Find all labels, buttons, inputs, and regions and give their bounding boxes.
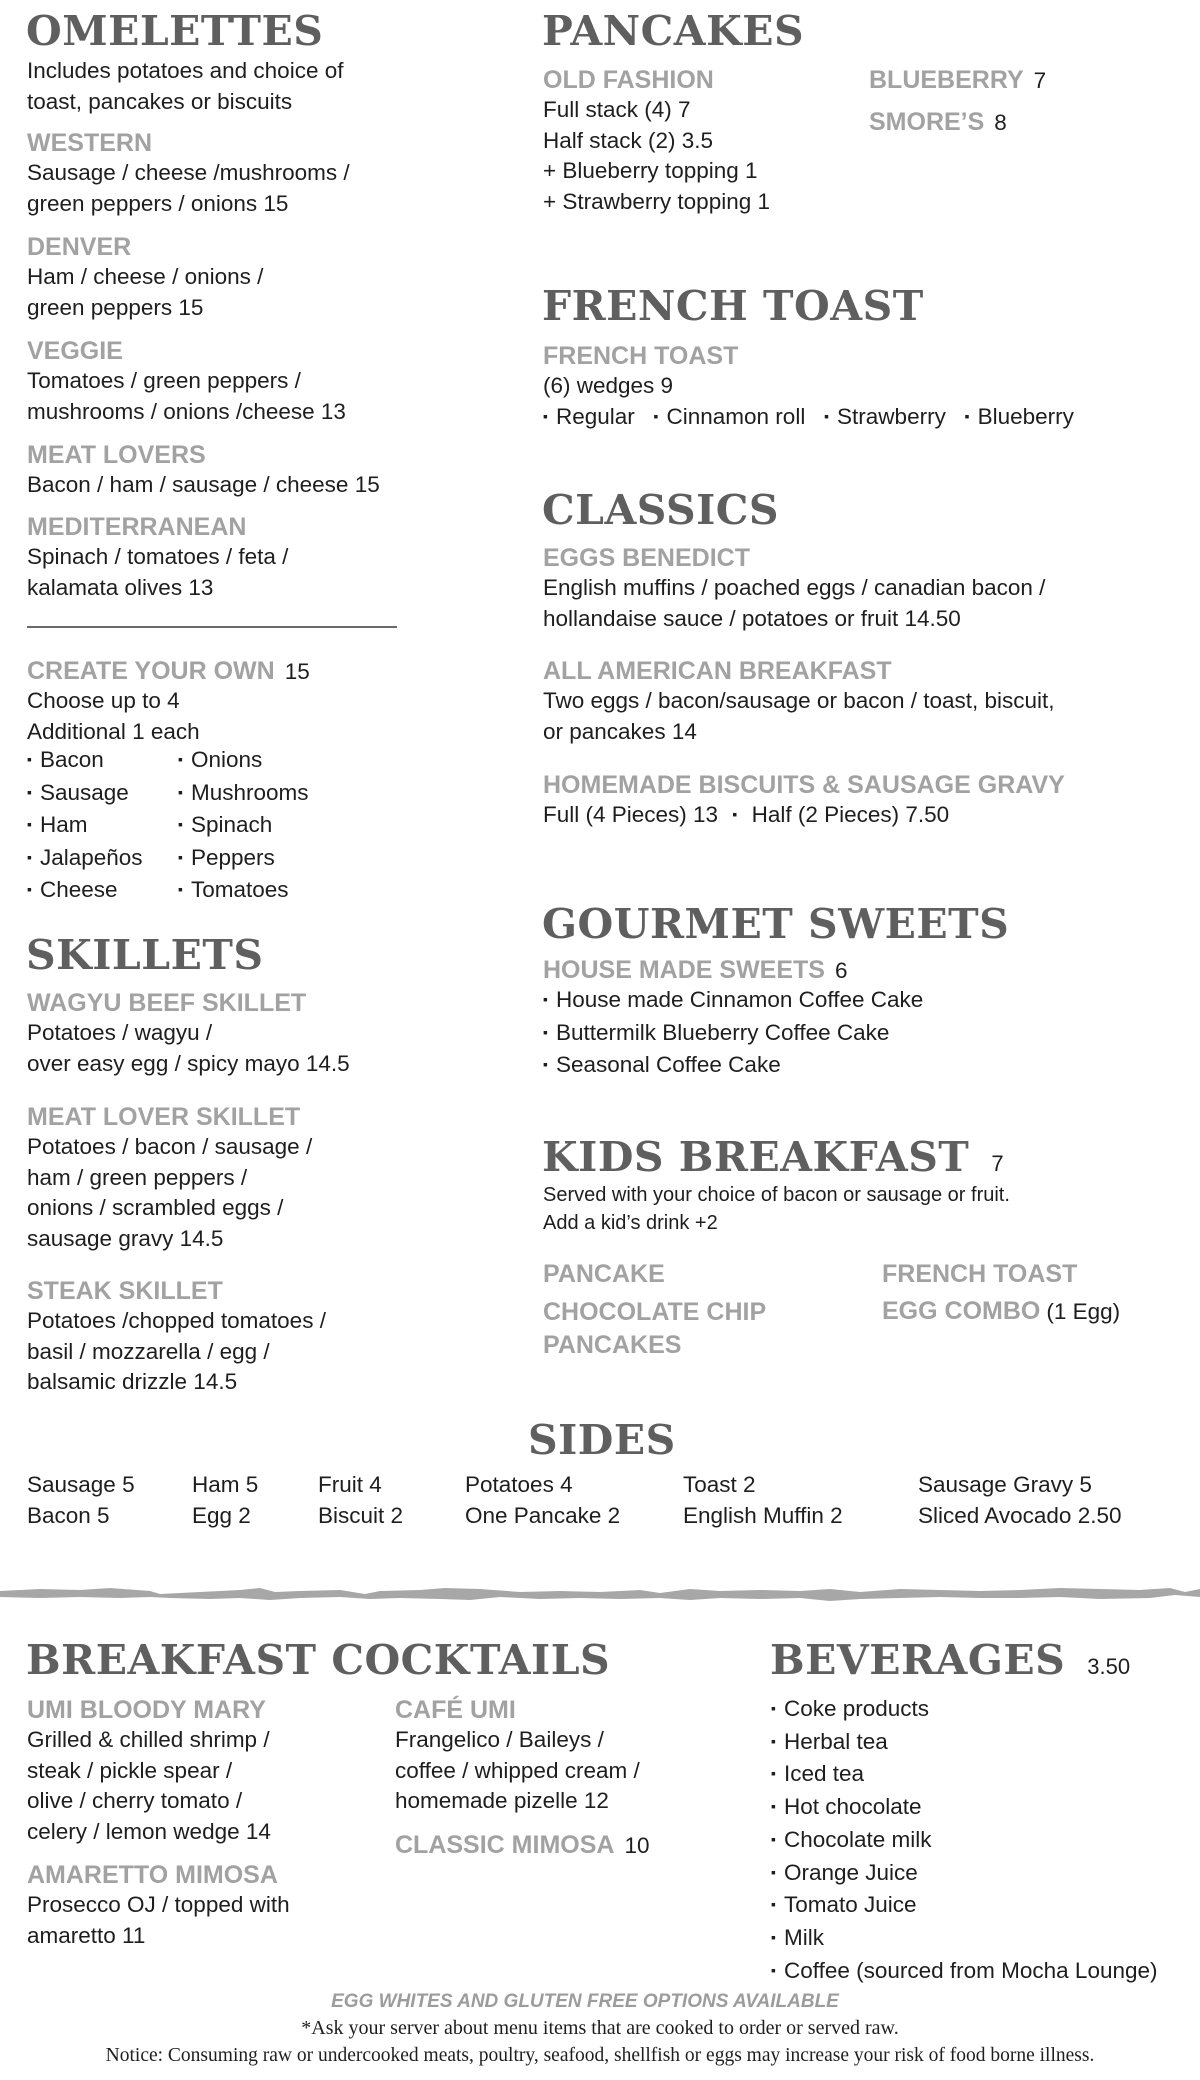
beverage-item: ▪ Milk: [771, 1923, 1158, 1956]
item-desc: Spinach / tomatoes / feta /: [27, 544, 289, 569]
item-desc: Bacon / ham / sausage / cheese 15: [27, 472, 380, 497]
item-name: AMARETTO MIMOSA: [27, 1861, 278, 1889]
section-title-pancakes: PANCAKES: [542, 7, 805, 55]
option-item: ▪ Onions: [178, 745, 309, 778]
option-item: ▪ Blueberry: [965, 404, 1074, 429]
french-toast-options: [543, 402, 1074, 435]
bullet-separator: [732, 802, 745, 827]
beverage-item: ▪ Coke products: [771, 1694, 1158, 1727]
item-desc: olive / cherry tomato /: [27, 1788, 243, 1813]
item-name: OLD FASHION: [543, 66, 714, 94]
item-desc: Prosecco OJ / topped with: [27, 1892, 290, 1917]
beverages-list: [771, 1694, 1158, 1988]
side-item: Egg 2: [192, 1502, 251, 1528]
item-desc: + Blueberry topping 1: [543, 158, 758, 183]
menu-item-eggs-benedict: [543, 543, 1045, 634]
menu-item-veggie: [27, 336, 346, 427]
option-item: ▪ Bacon: [27, 745, 143, 778]
side-item: Toast 2: [683, 1472, 756, 1497]
item-name: EGGS BENEDICT: [543, 544, 750, 572]
item-name: FRENCH TOAST: [882, 1260, 1078, 1288]
section-title-omelettes: OMELETTES: [26, 7, 324, 55]
option-item: ▪ Jalapeños: [27, 843, 143, 876]
item-desc: Two eggs / bacon/sausage or bacon / toast, biscuit,: [543, 688, 1055, 713]
sides-column: [465, 1470, 620, 1531]
menu-item-blueberry-pancake: [869, 65, 1046, 95]
item-desc: basil / mozzarella / egg /: [27, 1338, 270, 1364]
item-desc: sausage gravy 14.5: [27, 1225, 224, 1251]
option-item: ▪ Tomatoes: [178, 875, 309, 908]
menu-item-biscuits-gravy: [543, 770, 1065, 833]
section-title-french-toast: FRENCH TOAST: [542, 282, 924, 330]
item-name: SMORE’S: [869, 108, 985, 136]
option-item: ▪ Seasonal Coffee Cake: [543, 1050, 923, 1083]
section-title-gourmet-sweets: GOURMET SWEETS: [542, 900, 1010, 948]
menu-item-classic-mimosa: [395, 1830, 649, 1860]
side-item: One Pancake 2: [465, 1502, 621, 1528]
beverages-title: BEVERAGES: [770, 1636, 1066, 1684]
menu-item-all-american: [543, 656, 1055, 747]
sides-column: [918, 1470, 1122, 1531]
side-item: Ham 5: [192, 1472, 259, 1497]
dietary-options-note: EGG WHITES AND GLUTEN FREE OPTIONS AVAILABLE: [331, 1991, 839, 2012]
side-item: Sausage Gravy 5: [918, 1472, 1092, 1497]
side-item: Biscuit 2: [318, 1502, 404, 1528]
item-name: HOUSE MADE SWEETS: [543, 956, 825, 984]
menu-item-cafe-umi: [395, 1695, 640, 1817]
menu-item-house-made-sweets: [543, 955, 923, 1083]
kids-title: KIDS BREAKFAST: [542, 1133, 970, 1181]
menu-item-mediterranean: [27, 512, 288, 603]
item-price: 7: [1033, 68, 1047, 93]
item-desc: mushrooms / onions /cheese 13: [27, 398, 346, 424]
item-desc: Ham / cheese / onions /: [27, 264, 264, 289]
item-name: HOMEMADE BISCUITS & SAUSAGE GRAVY: [543, 771, 1065, 799]
item-desc: + Strawberry topping 1: [543, 188, 770, 214]
intro-line: Add a kid’s drink +2: [543, 1212, 718, 1234]
item-name: MEAT LOVER SKILLET: [27, 1103, 301, 1131]
item-desc: onions / scrambled eggs /: [27, 1195, 284, 1220]
item-name: PANCAKE: [543, 1260, 665, 1288]
item-name: VEGGIE: [27, 337, 123, 365]
option-item: ▪ Strawberry: [824, 404, 946, 429]
item-desc: homemade pizelle 12: [395, 1788, 609, 1813]
beverage-item: ▪ Coffee (sourced from Mocha Lounge): [771, 1956, 1158, 1989]
beverage-item: ▪ Hot chocolate: [771, 1792, 1158, 1825]
kids-items-left: [543, 1253, 766, 1362]
item-desc: Sausage / cheese /mushrooms /: [27, 160, 350, 185]
item-desc: green peppers 15: [27, 294, 204, 320]
item-desc: steak / pickle spear /: [27, 1757, 233, 1783]
side-item: Sliced Avocado 2.50: [918, 1502, 1122, 1528]
menu-item-steak-skillet: [27, 1276, 326, 1398]
option-item: ▪ Spinach: [178, 810, 309, 843]
item-price: 10: [624, 1833, 650, 1858]
item-desc: amaretto 11: [27, 1922, 146, 1948]
menu-item-smores: [869, 107, 1007, 137]
option-item: ▪ Cinnamon roll: [654, 404, 806, 429]
menu-item-denver: [27, 232, 263, 323]
item-desc: celery / lemon wedge 14: [27, 1818, 271, 1844]
item-name: EGG COMBO: [882, 1297, 1041, 1325]
item-desc: or pancakes 14: [543, 718, 697, 744]
kids-items-right: [882, 1253, 1120, 1331]
menu-item-old-fashion: [543, 65, 770, 217]
item-desc: Potatoes / bacon / sausage /: [27, 1134, 313, 1159]
option-item: ▪ Ham: [27, 810, 143, 843]
item-desc: ham / green peppers /: [27, 1164, 248, 1190]
kids-price: 7: [991, 1151, 1004, 1176]
menu-item-wagyu-skillet: [27, 988, 350, 1079]
option-item: ▪ House made Cinnamon Coffee Cake: [543, 985, 923, 1018]
sides-column: [683, 1470, 843, 1531]
item-desc: Grilled & chilled shrimp /: [27, 1727, 270, 1752]
section-title-sides: SIDES: [528, 1416, 676, 1464]
item-name: UMI BLOODY MARY: [27, 1696, 266, 1724]
item-name: CAFÉ UMI: [395, 1696, 516, 1724]
section-title-breakfast-cocktails: BREAKFAST COCKTAILS: [26, 1636, 611, 1684]
option-item: ▪ Cheese: [27, 875, 143, 908]
section-title-skillets: SKILLETS: [26, 931, 264, 979]
create-options-right: [178, 745, 309, 908]
side-item: Bacon 5: [27, 1502, 110, 1528]
side-item: Potatoes 4: [465, 1472, 573, 1497]
section-title-kids-breakfast: [542, 1134, 1004, 1187]
intro-line: Served with your choice of bacon or sausage or fruit.: [543, 1184, 1010, 1206]
raw-food-ask-note: *Ask your server about menu items that are cooked to order or served raw.: [301, 2017, 899, 2039]
item-name: ALL AMERICAN BREAKFAST: [543, 657, 892, 685]
side-item: Sausage 5: [27, 1472, 135, 1497]
item-desc: Additional 1 each: [27, 718, 200, 744]
item-desc: green peppers / onions 15: [27, 190, 289, 216]
beverage-item: ▪ Herbal tea: [771, 1727, 1158, 1760]
item-desc: [543, 800, 1065, 833]
menu-item-meat-lovers: [27, 440, 380, 501]
section-divider: [27, 626, 397, 628]
food-safety-notice: Notice: Consuming raw or undercooked meats, poultry, seafood, shellfish or eggs may increase your risk of food borne illness.: [105, 2045, 1095, 2066]
item-name: DENVER: [27, 233, 132, 261]
beverage-item: ▪ Chocolate milk: [771, 1825, 1158, 1858]
brush-stroke-divider: [0, 1580, 1200, 1606]
item-price: 6: [834, 958, 848, 983]
beverage-item: ▪ Orange Juice: [771, 1858, 1158, 1891]
item-desc: Tomatoes / green peppers /: [27, 368, 301, 393]
menu-item-french-toast: [543, 341, 1074, 434]
item-name: MEDITERRANEAN: [27, 513, 247, 541]
full-portion: Full (4 Pieces) 13: [543, 802, 719, 827]
side-item: Fruit 4: [318, 1472, 382, 1497]
intro-line: toast, pancakes or biscuits: [27, 88, 293, 114]
item-desc: Half stack (2) 3.5: [543, 127, 714, 153]
menu-item-meat-lover-skillet: [27, 1102, 312, 1254]
option-item: ▪ Regular: [543, 404, 635, 429]
item-name: CLASSIC MIMOSA: [395, 1831, 615, 1859]
option-item: ▪ Sausage: [27, 778, 143, 811]
item-desc: coffee / whipped cream /: [395, 1757, 640, 1783]
sides-column: [318, 1470, 403, 1531]
item-note: (1 Egg): [1046, 1299, 1121, 1324]
menu-item-umi-bloody-mary: [27, 1695, 271, 1847]
item-desc: Full stack (4) 7: [543, 97, 691, 122]
side-item: English Muffin 2: [683, 1502, 843, 1528]
item-name: FRENCH TOAST: [543, 342, 739, 370]
omelettes-intro: [27, 56, 343, 117]
item-name: CHOCOLATE CHIP: [543, 1298, 767, 1326]
section-title-beverages: [770, 1637, 1130, 1690]
intro-line: Includes potatoes and choice of: [27, 58, 344, 83]
item-name: STEAK SKILLET: [27, 1277, 223, 1305]
item-name: MEAT LOVERS: [27, 441, 206, 469]
item-name: WAGYU BEEF SKILLET: [27, 989, 307, 1017]
item-desc: kalamata olives 13: [27, 574, 214, 600]
menu-item-western: [27, 128, 350, 219]
create-options-left: [27, 745, 143, 908]
item-name: BLUEBERRY: [869, 66, 1024, 94]
beverage-item: ▪ Iced tea: [771, 1759, 1158, 1792]
item-desc: Potatoes /chopped tomatoes /: [27, 1308, 326, 1333]
option-item: ▪ Mushrooms: [178, 778, 309, 811]
sides-column: [27, 1470, 135, 1531]
item-name: PANCAKES: [543, 1331, 682, 1359]
item-price: 8: [994, 110, 1007, 135]
kids-intro: [543, 1181, 1010, 1237]
menu-item-amaretto-mimosa: [27, 1860, 290, 1951]
item-desc: over easy egg / spicy mayo 14.5: [27, 1050, 350, 1076]
item-desc: Choose up to 4: [27, 688, 180, 713]
beverages-price: 3.50: [1087, 1654, 1131, 1679]
item-name: CREATE YOUR OWN: [27, 657, 275, 685]
item-desc: balsamic drizzle 14.5: [27, 1369, 238, 1394]
sides-column: [192, 1470, 258, 1531]
item-price: 15: [284, 659, 310, 684]
item-desc: English muffins / poached eggs / canadian bacon /: [543, 575, 1046, 600]
item-desc: Potatoes / wagyu /: [27, 1020, 213, 1045]
item-desc: Frangelico / Baileys /: [395, 1727, 604, 1752]
option-item: ▪ Buttermilk Blueberry Coffee Cake: [543, 1018, 923, 1051]
item-desc: hollandaise sauce / potatoes or fruit 14.50: [543, 605, 961, 631]
item-desc: (6) wedges 9: [543, 373, 674, 398]
section-title-classics: CLASSICS: [542, 486, 780, 534]
half-portion: Half (2 Pieces) 7.50: [751, 802, 950, 827]
beverage-item: ▪ Tomato Juice: [771, 1890, 1158, 1923]
menu-item-create-your-own: [27, 656, 310, 747]
option-item: ▪ Peppers: [178, 843, 309, 876]
item-name: WESTERN: [27, 129, 152, 157]
